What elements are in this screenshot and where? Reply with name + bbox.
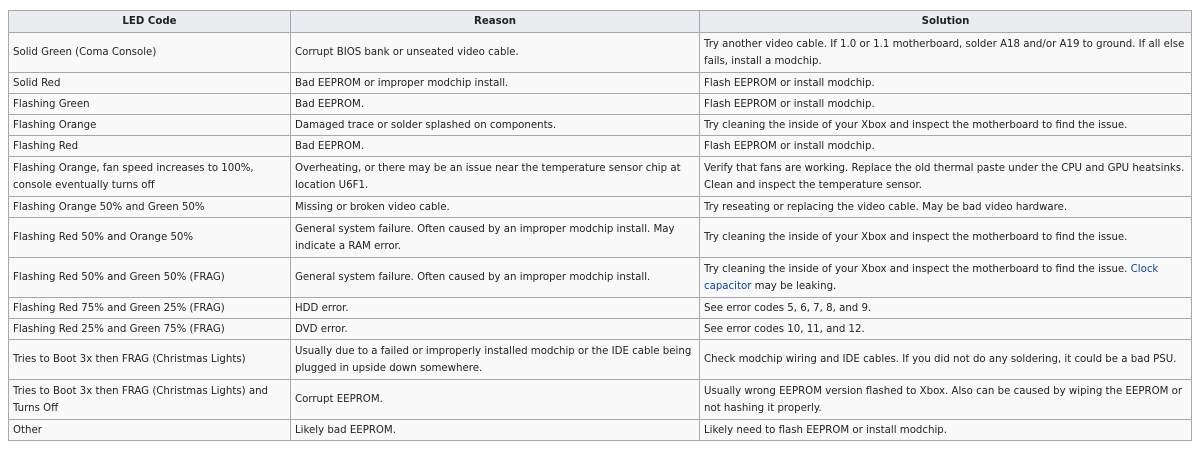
- reason-cell: Bad EEPROM.: [291, 94, 700, 115]
- led-code-cell: Flashing Orange: [9, 115, 291, 136]
- solution-cell: Usually wrong EEPROM version flashed to Xbox. Also can be caused by wiping the EEPROM or not hashing it properly.: [700, 380, 1192, 420]
- solution-cell: Try another video cable. If 1.0 or 1.1 motherboard, solder A18 and/or A19 to ground. If all else fails, install a modchip.: [700, 33, 1192, 73]
- table-row: [9, 340, 1192, 380]
- reason-cell: HDD error.: [291, 298, 700, 319]
- table-row: [9, 258, 1192, 298]
- table-row: [9, 420, 1192, 441]
- led-code-cell: Flashing Orange 50% and Green 50%: [9, 197, 291, 218]
- led-code-cell: Tries to Boot 3x then FRAG (Christmas Lights): [9, 340, 291, 380]
- led-code-cell: Flashing Red: [9, 136, 291, 157]
- reason-cell: Damaged trace or solder splashed on components.: [291, 115, 700, 136]
- solution-cell: [700, 258, 1192, 298]
- reason-cell: Usually due to a failed or improperly installed modchip or the IDE cable being plugged in upside down somewhere.: [291, 340, 700, 380]
- solution-text-end: may be leaking.: [751, 280, 837, 292]
- solution-cell: Likely need to flash EEPROM or install modchip.: [700, 420, 1192, 441]
- reason-cell: Corrupt BIOS bank or unseated video cable.: [291, 33, 700, 73]
- reason-cell: Likely bad EEPROM.: [291, 420, 700, 441]
- led-code-cell: Flashing Red 50% and Green 50% (FRAG): [9, 258, 291, 298]
- led-code-cell: Flashing Green: [9, 94, 291, 115]
- table-row: [9, 136, 1192, 157]
- table-row: [9, 298, 1192, 319]
- reason-cell: Bad EEPROM or improper modchip install.: [291, 73, 700, 94]
- solution-cell: Check modchip wiring and IDE cables. If you did not do any soldering, it could be a bad PSU.: [700, 340, 1192, 380]
- header-led-code: LED Code: [9, 11, 291, 33]
- table-row: [9, 33, 1192, 73]
- reason-cell: General system failure. Often caused by an improper modchip install.: [291, 258, 700, 298]
- led-code-cell: Solid Red: [9, 73, 291, 94]
- solution-text: Try cleaning the inside of your Xbox and inspect the motherboard to find the issue.: [704, 263, 1131, 275]
- header-solution: Solution: [700, 11, 1192, 33]
- reason-cell: Bad EEPROM.: [291, 136, 700, 157]
- table-row: [9, 157, 1192, 197]
- solution-cell: Flash EEPROM or install modchip.: [700, 94, 1192, 115]
- reason-cell: Missing or broken video cable.: [291, 197, 700, 218]
- led-code-cell: Other: [9, 420, 291, 441]
- solution-cell: See error codes 5, 6, 7, 8, and 9.: [700, 298, 1192, 319]
- led-code-cell: Tries to Boot 3x then FRAG (Christmas Lights) and Turns Off: [9, 380, 291, 420]
- reason-cell: Corrupt EEPROM.: [291, 380, 700, 420]
- led-code-cell: Solid Green (Coma Console): [9, 33, 291, 73]
- table-row: [9, 380, 1192, 420]
- solution-cell: Try cleaning the inside of your Xbox and inspect the motherboard to find the issue.: [700, 218, 1192, 258]
- table-row: [9, 319, 1192, 340]
- led-code-table: [8, 10, 1192, 441]
- solution-cell: Flash EEPROM or install modchip.: [700, 136, 1192, 157]
- led-code-cell: Flashing Red 75% and Green 25% (FRAG): [9, 298, 291, 319]
- solution-cell: Try reseating or replacing the video cable. May be bad video hardware.: [700, 197, 1192, 218]
- table-row: [9, 115, 1192, 136]
- table-row: [9, 94, 1192, 115]
- solution-cell: Try cleaning the inside of your Xbox and inspect the motherboard to find the issue.: [700, 115, 1192, 136]
- reason-cell: Overheating, or there may be an issue near the temperature sensor chip at location U6F1.: [291, 157, 700, 197]
- table-header-row: [9, 11, 1192, 33]
- header-reason: Reason: [291, 11, 700, 33]
- led-code-cell: Flashing Red 50% and Orange 50%: [9, 218, 291, 258]
- led-code-cell: Flashing Red 25% and Green 75% (FRAG): [9, 319, 291, 340]
- clock-capacitor-link[interactable]: Clock capacitor: [704, 263, 1159, 292]
- table-row: [9, 197, 1192, 218]
- table-row: [9, 218, 1192, 258]
- table-row: [9, 73, 1192, 94]
- solution-cell: Verify that fans are working. Replace the old thermal paste under the CPU and GPU heatsinks. Clean and inspect the temperature sensor.: [700, 157, 1192, 197]
- solution-cell: See error codes 10, 11, and 12.: [700, 319, 1192, 340]
- reason-cell: General system failure. Often caused by an improper modchip install. May indicate a RAM error.: [291, 218, 700, 258]
- solution-cell: Flash EEPROM or install modchip.: [700, 73, 1192, 94]
- reason-cell: DVD error.: [291, 319, 700, 340]
- led-code-cell: Flashing Orange, fan speed increases to 100%, console eventually turns off: [9, 157, 291, 197]
